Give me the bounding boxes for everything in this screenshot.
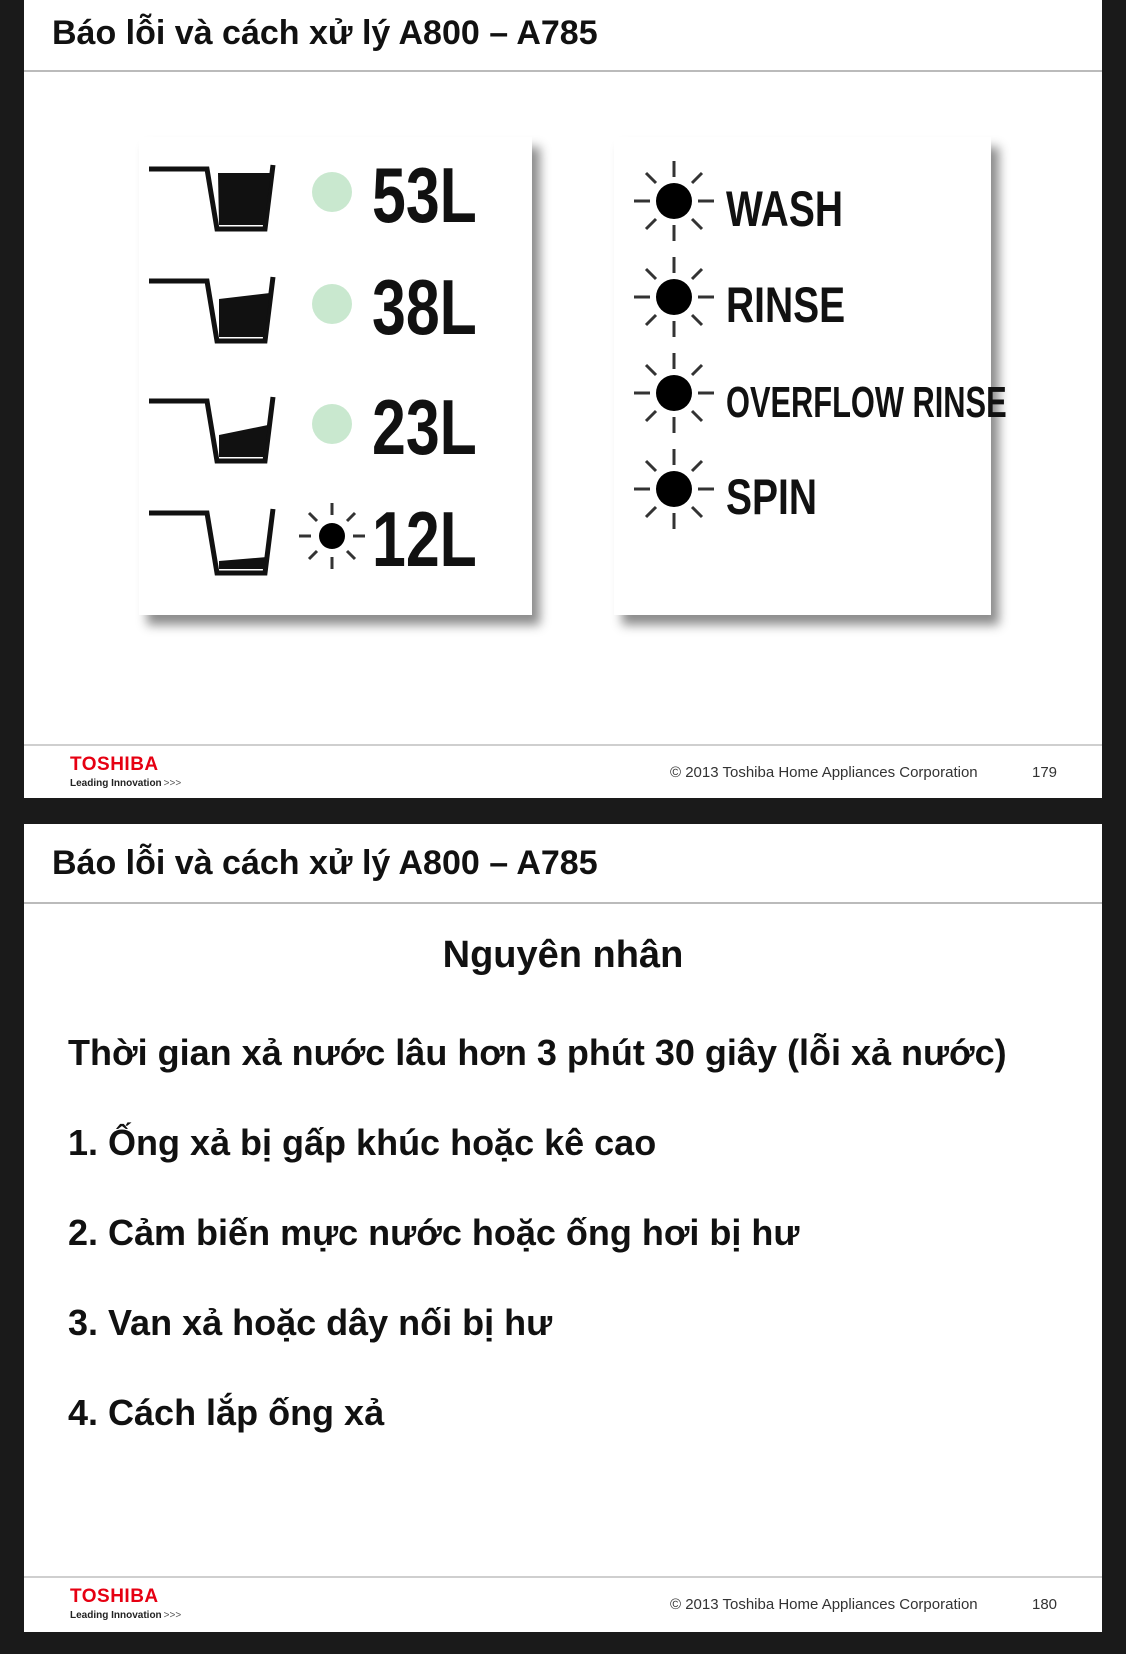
basin-icon	[147, 159, 277, 235]
water-level-label: 23L	[372, 383, 477, 471]
water-level-label: 53L	[372, 151, 477, 239]
section-heading: Nguyên nhân	[442, 934, 684, 976]
title-divider	[24, 902, 1102, 904]
title-divider	[24, 70, 1102, 72]
indicator-off-icon	[307, 167, 357, 217]
indicator-off-icon	[307, 399, 357, 449]
cycle-row	[614, 351, 1007, 447]
blinking-dot-icon	[632, 159, 716, 243]
page-number: 179	[1032, 764, 1058, 781]
slide-footer	[24, 744, 1102, 798]
tagline	[70, 1610, 181, 1621]
basin-icon	[147, 503, 277, 579]
blinking-dot-icon	[632, 447, 716, 531]
cause-item: 3. Van xả hoặc dây nối bị hư	[68, 1302, 553, 1343]
tagline-text: Leading Innovation	[70, 778, 162, 789]
slide-footer	[24, 1576, 1102, 1632]
basin-icon	[147, 391, 277, 467]
blinking-dot-icon	[632, 351, 716, 435]
water-level-panel	[139, 137, 532, 615]
cycle-label: OVERFLOW RINSE	[726, 378, 1007, 427]
cycle-row	[614, 159, 991, 255]
tagline-mark: >>>	[163, 778, 182, 789]
slide-title: Báo lỗi và cách xử lý A800 – A785	[52, 844, 598, 882]
error-description: Thời gian xả nước lâu hơn 3 phút 30 giây (lỗi xả nước)	[68, 1032, 1007, 1073]
indicator-off-icon	[307, 279, 357, 329]
cause-list	[68, 1122, 799, 1482]
water-level-row	[139, 257, 532, 357]
cause-item: 2. Cảm biến mực nước hoặc ống hơi bị hư	[68, 1212, 800, 1253]
toshiba-logo: TOSHIBA	[70, 1586, 159, 1607]
cycle-panel	[614, 137, 1007, 615]
cause-item: 1. Ống xả bị gấp khúc hoặc kê cao	[68, 1122, 657, 1163]
cause-item: 4. Cách lắp ống xả	[68, 1392, 385, 1433]
cycle-label: WASH	[726, 181, 843, 237]
water-level-row	[139, 377, 532, 477]
water-level-label: 12L	[372, 495, 477, 583]
toshiba-logo: TOSHIBA	[70, 754, 159, 775]
water-level-row	[139, 489, 532, 589]
cycle-row	[614, 255, 991, 351]
copyright: © 2013 Toshiba Home Appliances Corporation	[670, 1596, 978, 1613]
blinking-dot-icon	[632, 255, 716, 339]
page-number: 180	[1032, 1596, 1058, 1613]
cycle-label: SPIN	[726, 469, 818, 525]
slide-179	[24, 0, 1102, 798]
water-level-label: 38L	[372, 263, 477, 351]
blinking-dot-icon	[297, 501, 367, 571]
tagline-mark: >>>	[163, 1610, 182, 1621]
tagline	[70, 778, 181, 789]
copyright: © 2013 Toshiba Home Appliances Corporation	[670, 764, 978, 781]
slide-title: Báo lỗi và cách xử lý A800 – A785	[52, 14, 598, 52]
cycle-label: RINSE	[726, 277, 846, 333]
basin-icon	[147, 271, 277, 347]
cycle-row	[614, 447, 991, 543]
tagline-text: Leading Innovation	[70, 1610, 162, 1621]
slide-180	[24, 824, 1102, 1632]
water-level-row	[139, 145, 532, 245]
